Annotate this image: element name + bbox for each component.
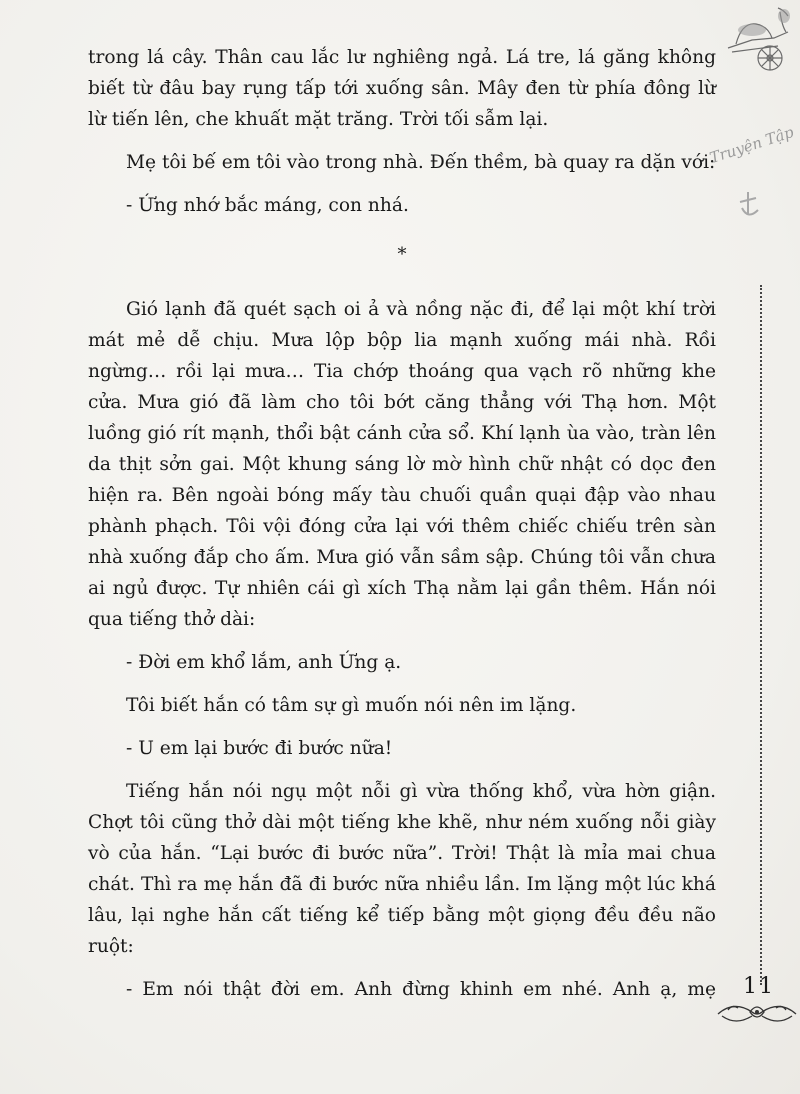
margin-dotted-rule [760, 285, 762, 985]
dialogue-line: - Em nói thật đời em. Anh đừng khinh em nhé. Anh ạ, mẹ [126, 979, 716, 1000]
dialogue-line: - Đời em khổ lắm, anh Ứng ạ. [126, 652, 402, 673]
page-number: 11 [743, 974, 775, 999]
section-break-asterisk: * [397, 244, 407, 265]
ox-cart-illustration [722, 2, 796, 76]
paragraph: Gió lạnh đã quét sạch oi ả và nồng nặc đi, để lại một khí trời mát mẻ dễ chịu. Mưa lộp bộp lia mạnh xuống mái nhà. Rồi ngừng… rồi lại mưa… Tia chớp thoáng qua vạch rõ những khe cửa. Mưa gió đã làm cho tôi bớt căng thẳng với Thạ hơn. Một luồng gió rít mạnh, thổi bật cánh cửa sổ. Khí lạnh ùa vào, tràn lên da thịt sởn gai. Một khung sáng lờ mờ hình chữ nhật có dọc đen hiện ra. Bên ngoài bóng mấy tàu chuối quần quại đập vào nhau phành phạch. Tôi vội đóng cửa lại với thêm chiếc chiếu trên sàn nhà xuống đắp cho ấm. Mưa gió vẫn sầm sập. Chúng tôi vẫn chưa ai ngủ được. Tự nhiên cái gì xích Thạ nằm lại gần thêm. Hắn nói qua tiếng thở dài: [88, 299, 716, 630]
paragraph: Mẹ tôi bế em tôi vào trong nhà. Đến thềm, bà quay ra dặn với: [126, 152, 716, 173]
paragraph: Tôi biết hắn có tâm sự gì muốn nói nên im lặng. [126, 695, 577, 716]
paragraph: Tiếng hắn nói ngụ một nỗi gì vừa thống khổ, vừa hờn giận. Chợt tôi cũng thở dài một tiếng khe khẽ, như ném xuống nỗi giày vò của hắn. “Lại bước đi bước nữa”. Trời! Thật là mỉa mai chua chát. Thì ra mẹ hắn đã đi bước nữa nhiều lần. Im lặng một lúc khá lâu, lại nghe hắn cất tiếng kể tiếp bằng một giọng đều đều não ruột: [88, 781, 716, 957]
dialogue-line: - Ứng nhớ bắc máng, con nhá. [126, 195, 409, 216]
decorative-side-title [707, 110, 796, 250]
body-text [88, 42, 716, 1005]
dialogue-line: - U em lại bước đi bước nữa! [126, 738, 393, 759]
floral-ornament-icon [714, 996, 800, 1030]
paragraph: trong lá cây. Thân cau lắc lư nghiêng ngả. Lá tre, lá găng không biết từ đâu bay rụng tấp tới xuống sân. Mây đen từ phía đông lừ lừ tiến lên, che khuất mặt trăng. Trời tối sẫm lại. [88, 47, 716, 130]
side-title-text: Truyện Tập [707, 123, 796, 168]
